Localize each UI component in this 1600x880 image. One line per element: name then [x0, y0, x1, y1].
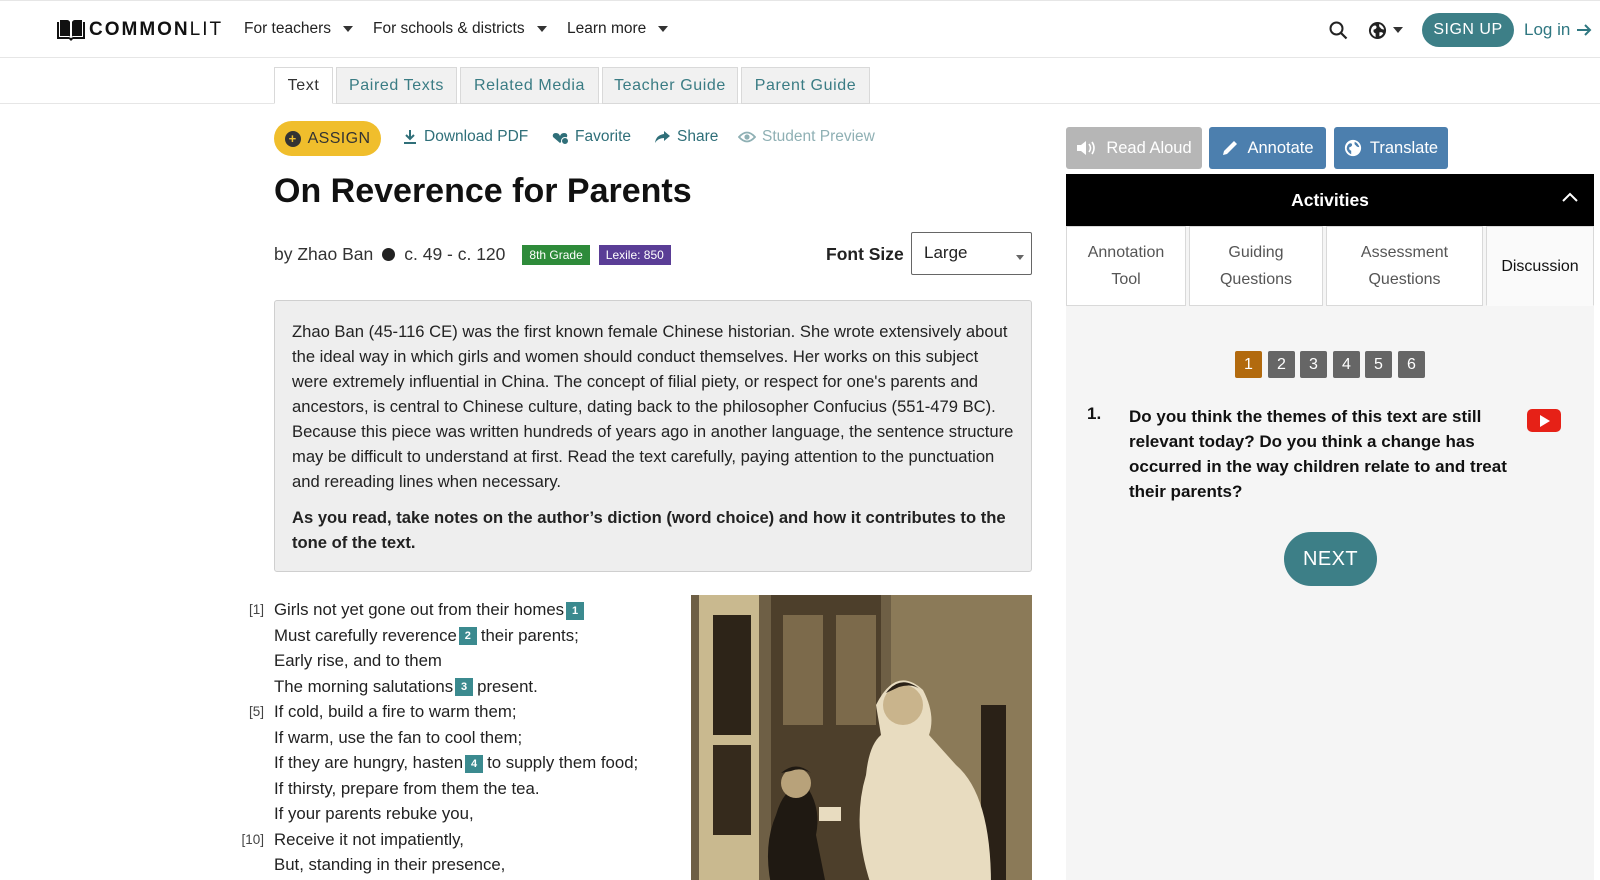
tab-related-media[interactable]: Related Media [460, 67, 599, 104]
reading-prompt: As you read, take notes on the author’s diction (word choice) and how it contributes to the tone of the text. [292, 508, 1006, 552]
poem-line [274, 776, 674, 802]
font-size-value: Large [924, 243, 968, 262]
poem-line [274, 623, 674, 649]
footnote-marker[interactable]: 3 [455, 678, 473, 696]
globe-icon [1344, 139, 1362, 157]
arrow-right-icon [1576, 23, 1592, 37]
tab-label-line: Guiding [1228, 244, 1284, 261]
tab-text[interactable]: Text [274, 67, 333, 104]
line-text: Receive it not impatiently, [274, 829, 464, 849]
tab-label-line: Annotation [1087, 244, 1165, 261]
youtube-icon[interactable] [1527, 409, 1561, 432]
question-page-4[interactable]: 4 [1333, 351, 1360, 378]
logo-text-bold: COMMON [89, 19, 190, 40]
historical-photo [691, 595, 1032, 880]
grade-badge: 8th Grade [522, 245, 589, 265]
student-preview-link[interactable] [738, 128, 875, 146]
nav-learn-more[interactable] [567, 20, 668, 38]
page-title: On Reverence for Parents [274, 172, 692, 210]
poem-line [248, 699, 674, 725]
tab-guiding-questions[interactable] [1189, 226, 1323, 306]
caret-down-icon [537, 26, 547, 32]
line-text: Early rise, and to them [274, 651, 442, 670]
assign-button[interactable] [274, 121, 381, 156]
globe-icon [1368, 21, 1387, 40]
line-text: present. [477, 676, 538, 696]
tab-paired-texts[interactable]: Paired Texts [336, 67, 457, 104]
question-page-1[interactable]: 1 [1235, 351, 1262, 378]
caret-down-icon [658, 26, 668, 32]
poem-line [274, 852, 674, 878]
poem-line [241, 827, 674, 853]
line-text: The morning salutations [274, 676, 454, 696]
poem-line [274, 674, 674, 700]
line-number: [10] [241, 831, 264, 847]
annotate-button[interactable] [1209, 127, 1326, 169]
author: by Zhao Ban [274, 244, 374, 264]
nav-label: For teachers [244, 20, 332, 37]
question-page-2[interactable]: 2 [1268, 351, 1295, 378]
share-icon [654, 130, 671, 145]
line-text: If your parents rebuke you, [274, 804, 474, 823]
footnote-marker[interactable]: 1 [566, 602, 584, 620]
commonlit-logo[interactable] [56, 19, 223, 41]
translate-button[interactable] [1334, 127, 1448, 169]
question-page-6[interactable]: 6 [1398, 351, 1425, 378]
read-aloud-button[interactable] [1066, 127, 1202, 169]
pencil-icon [1221, 139, 1239, 157]
caret-down-icon [1016, 255, 1024, 260]
dates: c. 49 - c. 120 [404, 244, 506, 264]
footnote-marker[interactable]: 2 [459, 627, 477, 645]
line-text: If they are hungry, hasten [274, 753, 464, 772]
footnote-marker[interactable]: 4 [465, 755, 483, 773]
font-size-select[interactable] [911, 232, 1032, 275]
favorite-link[interactable] [551, 128, 631, 146]
download-pdf-link[interactable] [402, 128, 528, 146]
line-text: to supply them food; [487, 753, 639, 772]
poem-line [274, 750, 674, 776]
favorite-label: Favorite [575, 128, 631, 145]
favorite-icon [551, 129, 569, 145]
question-page-5[interactable]: 5 [1365, 351, 1392, 378]
book-icon [56, 19, 86, 41]
speaker-icon [1076, 140, 1098, 156]
question-number: 1. [1087, 404, 1102, 423]
log-in-label: Log in [1524, 20, 1571, 39]
nav-label: Learn more [567, 20, 647, 37]
activities-title: Activities [1291, 189, 1369, 210]
share-label: Share [677, 128, 719, 145]
line-text: But, standing in their presence, [274, 855, 506, 874]
search-icon[interactable] [1329, 21, 1348, 40]
tab-label-line: Questions [1368, 271, 1441, 288]
translate-label: Translate [1369, 138, 1439, 157]
tab-annotation-tool[interactable] [1066, 226, 1186, 306]
line-text: Must carefully reverence [274, 625, 457, 645]
discussion-question: Do you think the themes of this text are still relevant today? Do you think a change has occurred in the way children relate to and treat their parents? [1129, 407, 1507, 501]
introduction-text: Zhao Ban (45-116 CE) was the first known female Chinese historian. She wrote extensively about the ideal way in which girls and women should conduct themselves. Her works on this subject were extremely influential in China. The concept of filial piety, or respect for one's parents and ancestors, is central to Chinese culture, dating back to the philosopher Confucius (551-479 BC). Because this piece was written hundreds of years ago in another language, the sentence structure may be difficult to understand at first. Read the text carefully, paying attention to the punctuation and rereading lines when necessary. [292, 322, 1014, 491]
nav-for-teachers[interactable] [244, 20, 353, 38]
chevron-up-icon [1562, 192, 1578, 202]
activities-header[interactable] [1066, 174, 1594, 226]
tab-label-line: Discussion [1501, 257, 1579, 275]
annotate-label: Annotate [1247, 138, 1314, 157]
introduction-box [274, 300, 1032, 572]
student-preview-label: Student Preview [762, 128, 875, 145]
language-selector[interactable] [1368, 13, 1403, 47]
next-button[interactable]: NEXT [1284, 532, 1377, 586]
share-link[interactable] [654, 128, 718, 146]
line-text: If thirsty, prepare from them the tea. [274, 778, 540, 798]
plus-icon: + [285, 131, 301, 147]
line-number: [5] [248, 704, 264, 719]
tab-assessment-questions[interactable] [1326, 226, 1483, 306]
tab-label-line: Assessment [1360, 244, 1449, 261]
nav-for-schools[interactable] [373, 20, 547, 38]
text-tabs [0, 58, 1600, 104]
separator-dot [382, 248, 395, 261]
tab-teacher-guide[interactable]: Teacher Guide [602, 67, 738, 104]
top-navigation [0, 0, 1600, 58]
line-text: Girls not yet gone out from their homes [274, 600, 565, 619]
poem-line [274, 648, 674, 674]
sign-up-button[interactable]: SIGN UP [1422, 13, 1514, 47]
font-size-label: Font Size [826, 244, 904, 264]
tab-label-line: Tool [1111, 271, 1141, 288]
log-in-link[interactable] [1524, 20, 1592, 40]
line-text: their parents; [480, 625, 579, 645]
caret-down-icon [343, 26, 353, 32]
nav-label: For schools & districts [373, 20, 525, 37]
download-label: Download PDF [424, 128, 529, 145]
line-text: If cold, build a fire to warm them; [274, 702, 517, 721]
tab-parent-guide[interactable]: Parent Guide [741, 67, 870, 104]
logo-text-light: LIT [189, 19, 224, 40]
byline [274, 244, 671, 265]
poem-line [248, 597, 674, 623]
poem-line [274, 801, 674, 827]
question-page-3[interactable]: 3 [1300, 351, 1327, 378]
caret-down-icon [1393, 27, 1403, 33]
lexile-badge: Lexile: 850 [599, 245, 671, 265]
eye-icon [738, 130, 756, 144]
line-text: If warm, use the fan to cool them; [274, 727, 523, 747]
read-aloud-label: Read Aloud [1106, 138, 1192, 157]
poem-text [241, 597, 674, 878]
download-icon [402, 129, 418, 145]
line-number: [1] [248, 602, 264, 617]
poem-line [274, 725, 674, 751]
tab-discussion[interactable] [1486, 226, 1594, 306]
assign-label: ASSIGN [307, 129, 371, 147]
tab-label-line: Questions [1219, 271, 1293, 288]
